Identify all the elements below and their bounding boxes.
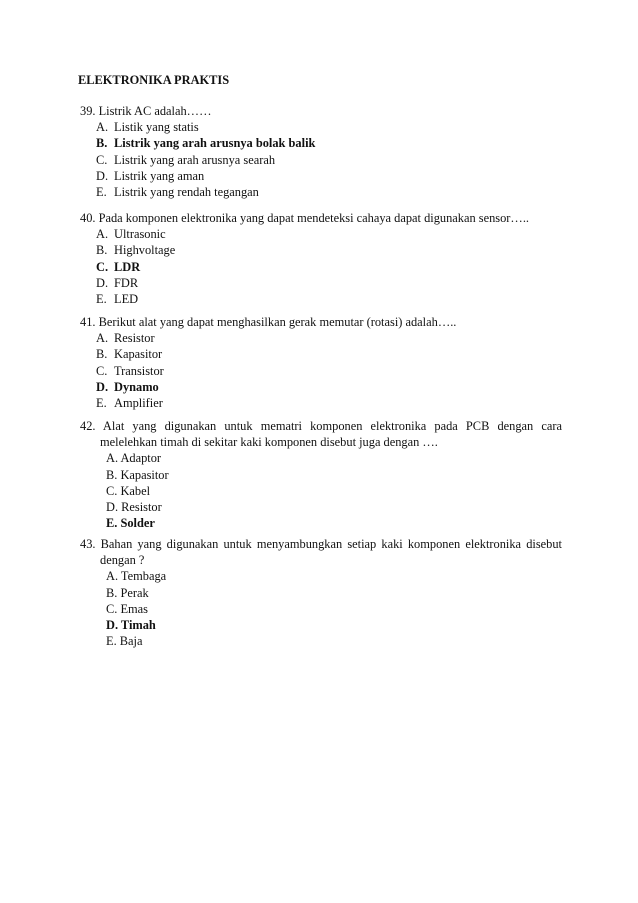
question-text: 43. Bahan yang digunakan untuk menyambungkan setiap kaki komponen elektronika disebut [80,537,562,551]
option-a: A. Adaptor [106,451,162,466]
option-c: C. Transistor [96,363,164,378]
option-d-correct: D. Dynamo [96,379,159,394]
question-text: 42. Alat yang digunakan untuk mematri komponen elektronika pada PCB dengan cara [80,419,562,433]
question-text: 40. Pada komponen elektronika yang dapat mendeteksi cahaya dapat digunakan sensor….. [80,211,530,225]
option-c: C. Kabel [106,483,151,498]
option-list [80,568,562,649]
option-a: A. Listik yang statis [96,120,199,135]
question-40 [80,210,562,307]
option-c: C. Listrik yang arah arusnya searah [96,152,276,167]
question-text: 39. Listrik AC adalah…… [80,104,212,118]
option-c: C. Emas [106,601,148,616]
option-c-correct: C. LDR [96,259,141,274]
option-b: B. Kapasitor [96,347,163,362]
option-b: B. Highvoltage [96,243,176,258]
question-text: 41. Berikut alat yang dapat menghasilkan gerak memutar (rotasi) adalah….. [80,315,457,329]
option-d-correct: D. Timah [106,617,156,632]
option-d: D. Resistor [106,499,162,514]
question-42 [80,418,562,531]
question-41 [80,314,562,411]
option-a: A. Tembaga [106,569,167,584]
option-list [80,450,562,531]
option-e: E. Baja [106,634,143,649]
question-text-continued: melelehkan timah di sekitar kaki komponen disebut juga dengan …. [100,435,438,450]
option-b: B. Kapasitor [106,467,169,482]
option-b: B. Perak [106,585,149,600]
option-a: A. Ultrasonic [96,227,166,242]
option-e: E. Amplifier [96,395,163,410]
option-b-correct: B. Listrik yang arah arusnya bolak balik [96,136,316,151]
option-list [80,226,562,307]
document-title: ELEKTRONIKA PRAKTIS [78,73,230,87]
option-list [80,330,562,411]
option-a: A. Resistor [96,331,155,346]
option-e: E. LED [96,291,139,306]
question-39 [80,103,562,200]
option-list [80,119,562,200]
option-e-correct: E. Solder [106,516,155,531]
option-d: D. FDR [96,275,139,290]
question-43 [80,536,562,649]
option-d: D. Listrik yang aman [96,168,205,183]
question-text-continued: dengan ? [100,553,145,568]
option-e: E. Listrik yang rendah tegangan [96,184,259,199]
